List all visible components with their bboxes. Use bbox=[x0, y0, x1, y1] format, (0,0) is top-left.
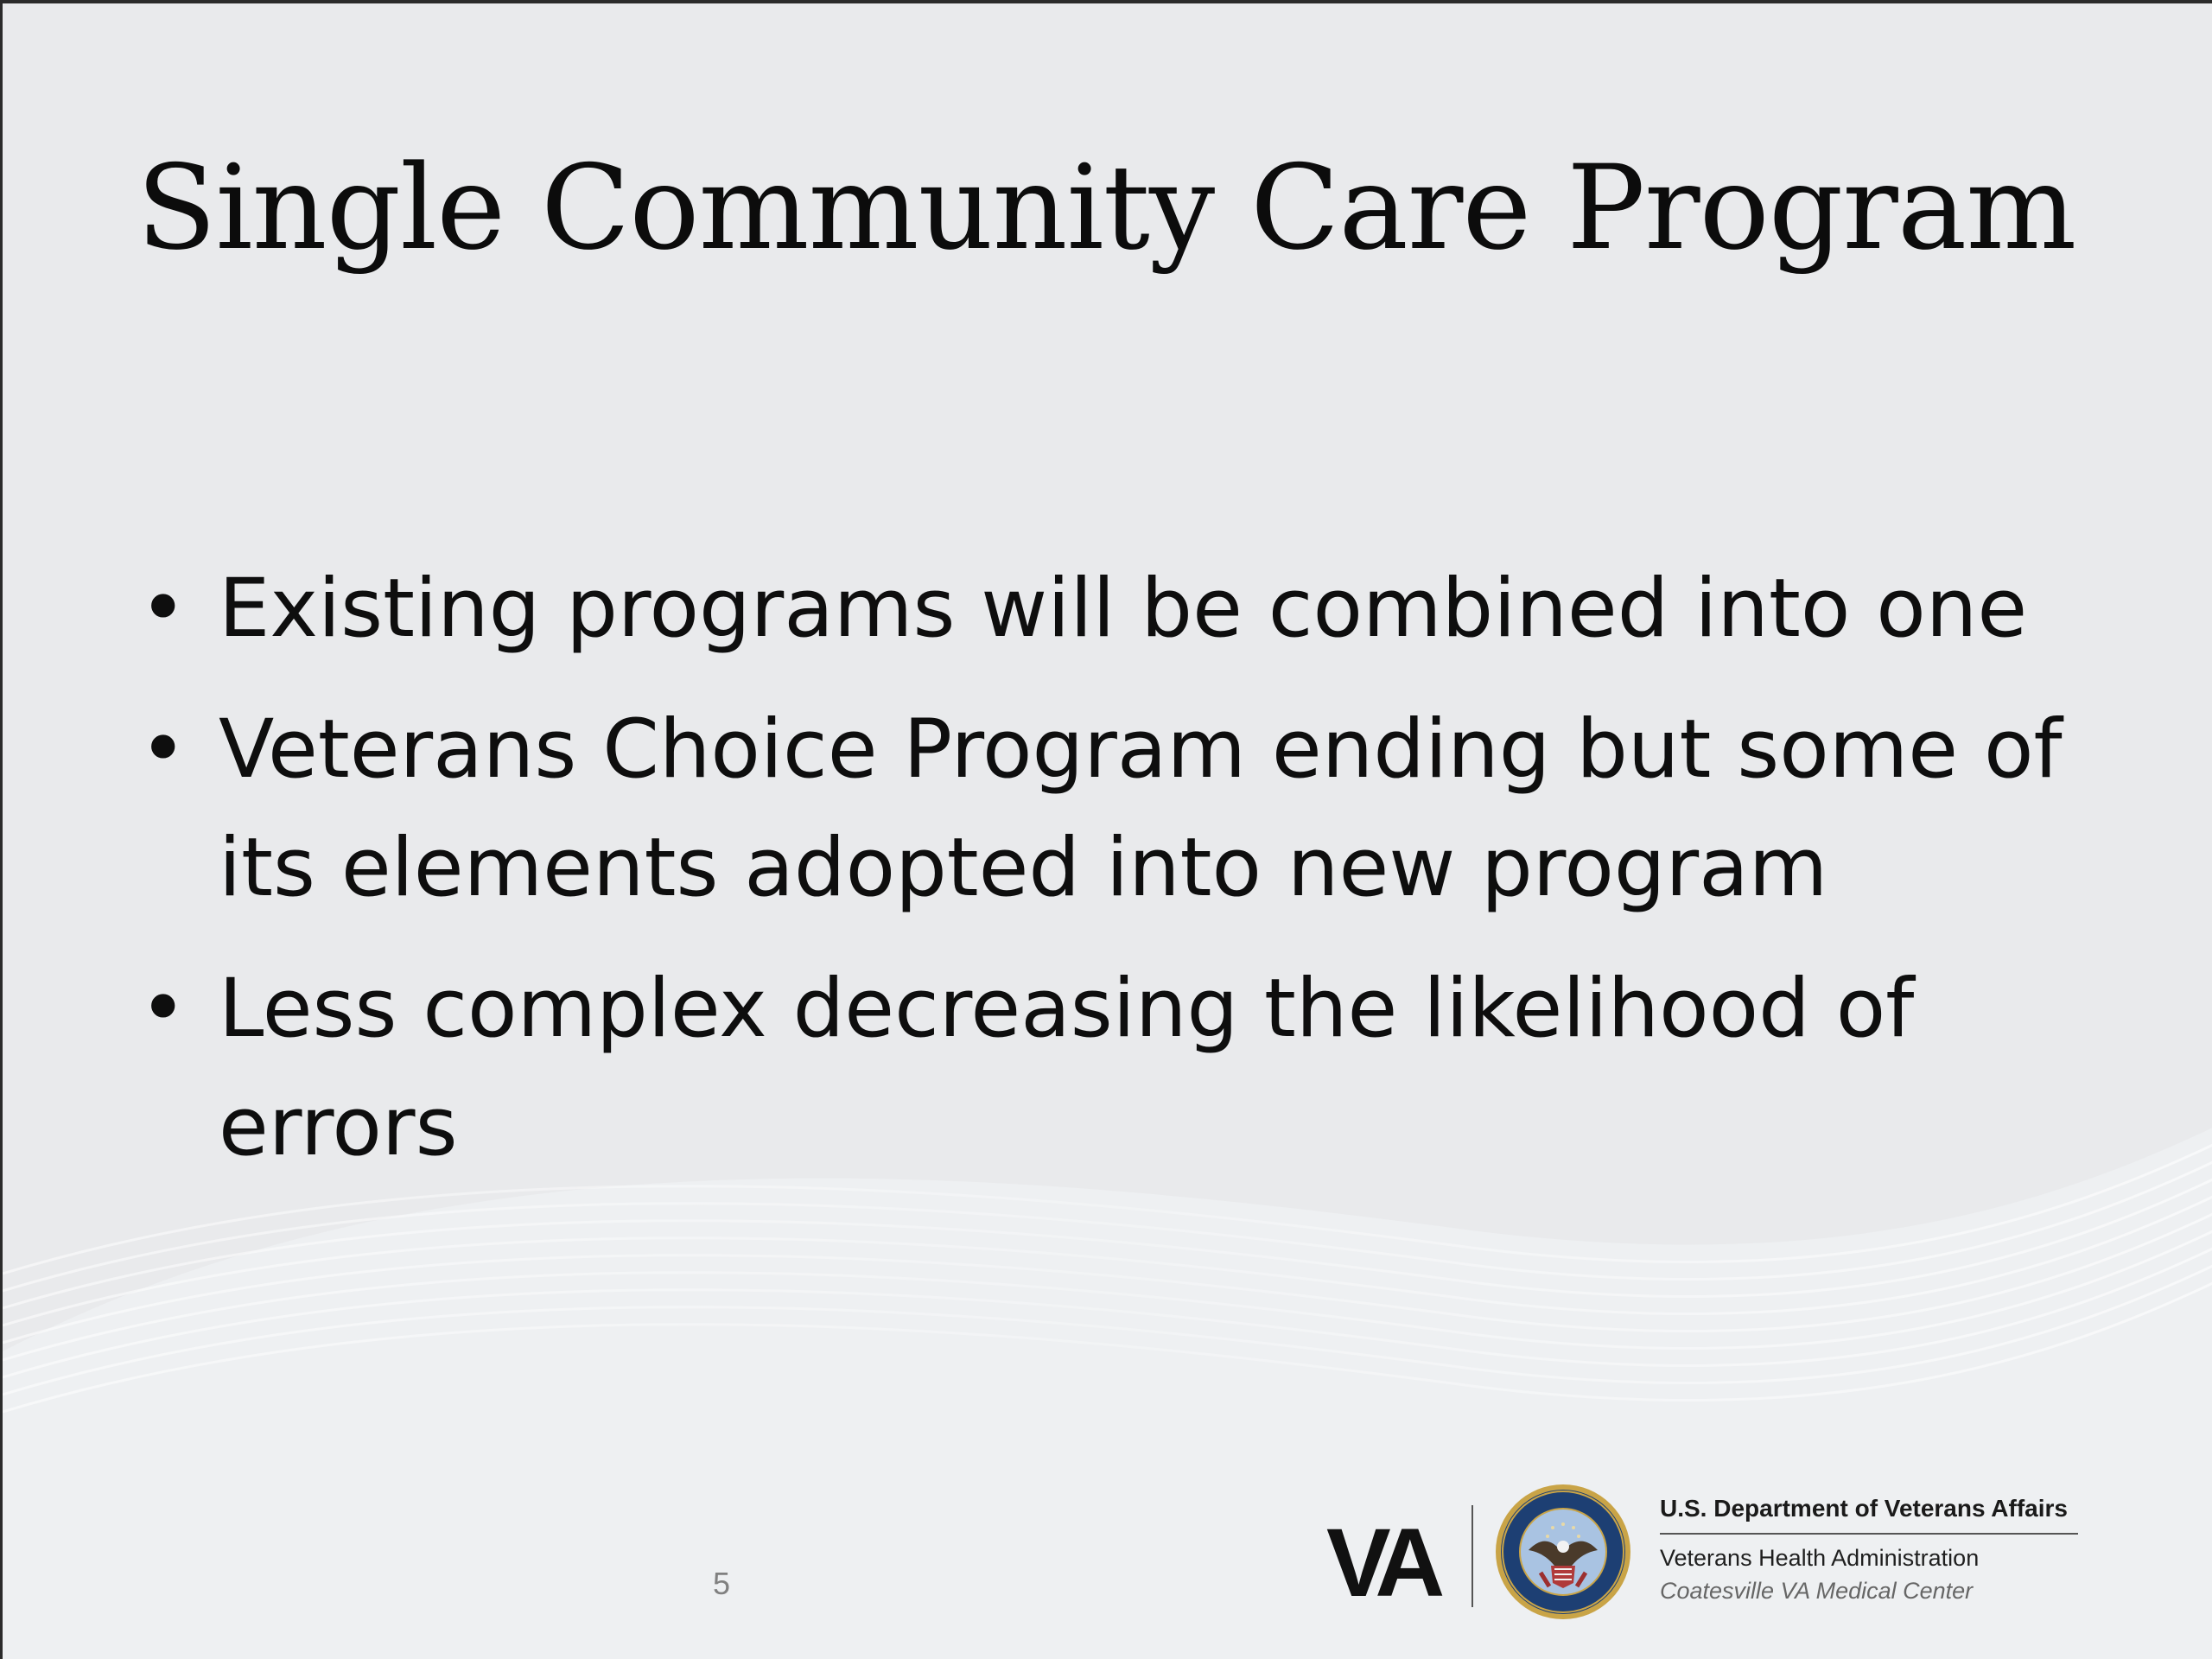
bullet-item bbox=[132, 550, 2076, 668]
org-subtitle: Veterans Health Administration bbox=[1660, 1545, 1980, 1571]
va-seal-icon bbox=[1494, 1483, 1632, 1621]
page-number: 5 bbox=[713, 1566, 731, 1601]
org-center-name: Coatesville VA Medical Center bbox=[1660, 1578, 1974, 1604]
va-footer-logo bbox=[1326, 1481, 2087, 1628]
org-divider bbox=[1660, 1533, 2078, 1535]
bullet-dot: • bbox=[139, 562, 188, 656]
bullet-text: Veterans Choice Program ending but some of its elements adopted into new program bbox=[219, 702, 2063, 915]
va-logo-mark: VA bbox=[1326, 1509, 1437, 1617]
bullet-item bbox=[132, 950, 2076, 1186]
bullet-item bbox=[132, 690, 2076, 927]
bullet-text: Less complex decreasing the likelihood of errors bbox=[219, 962, 1915, 1174]
slide-title: Single Community Care Program bbox=[137, 140, 2076, 276]
bullet-text: Existing programs will be combined into one bbox=[219, 562, 2028, 656]
org-name: U.S. Department of Veterans Affairs bbox=[1660, 1495, 2068, 1522]
bullet-dot: • bbox=[139, 702, 188, 797]
bullet-list bbox=[132, 550, 2076, 1209]
bullet-dot: • bbox=[139, 962, 188, 1056]
logo-divider bbox=[1471, 1505, 1473, 1607]
